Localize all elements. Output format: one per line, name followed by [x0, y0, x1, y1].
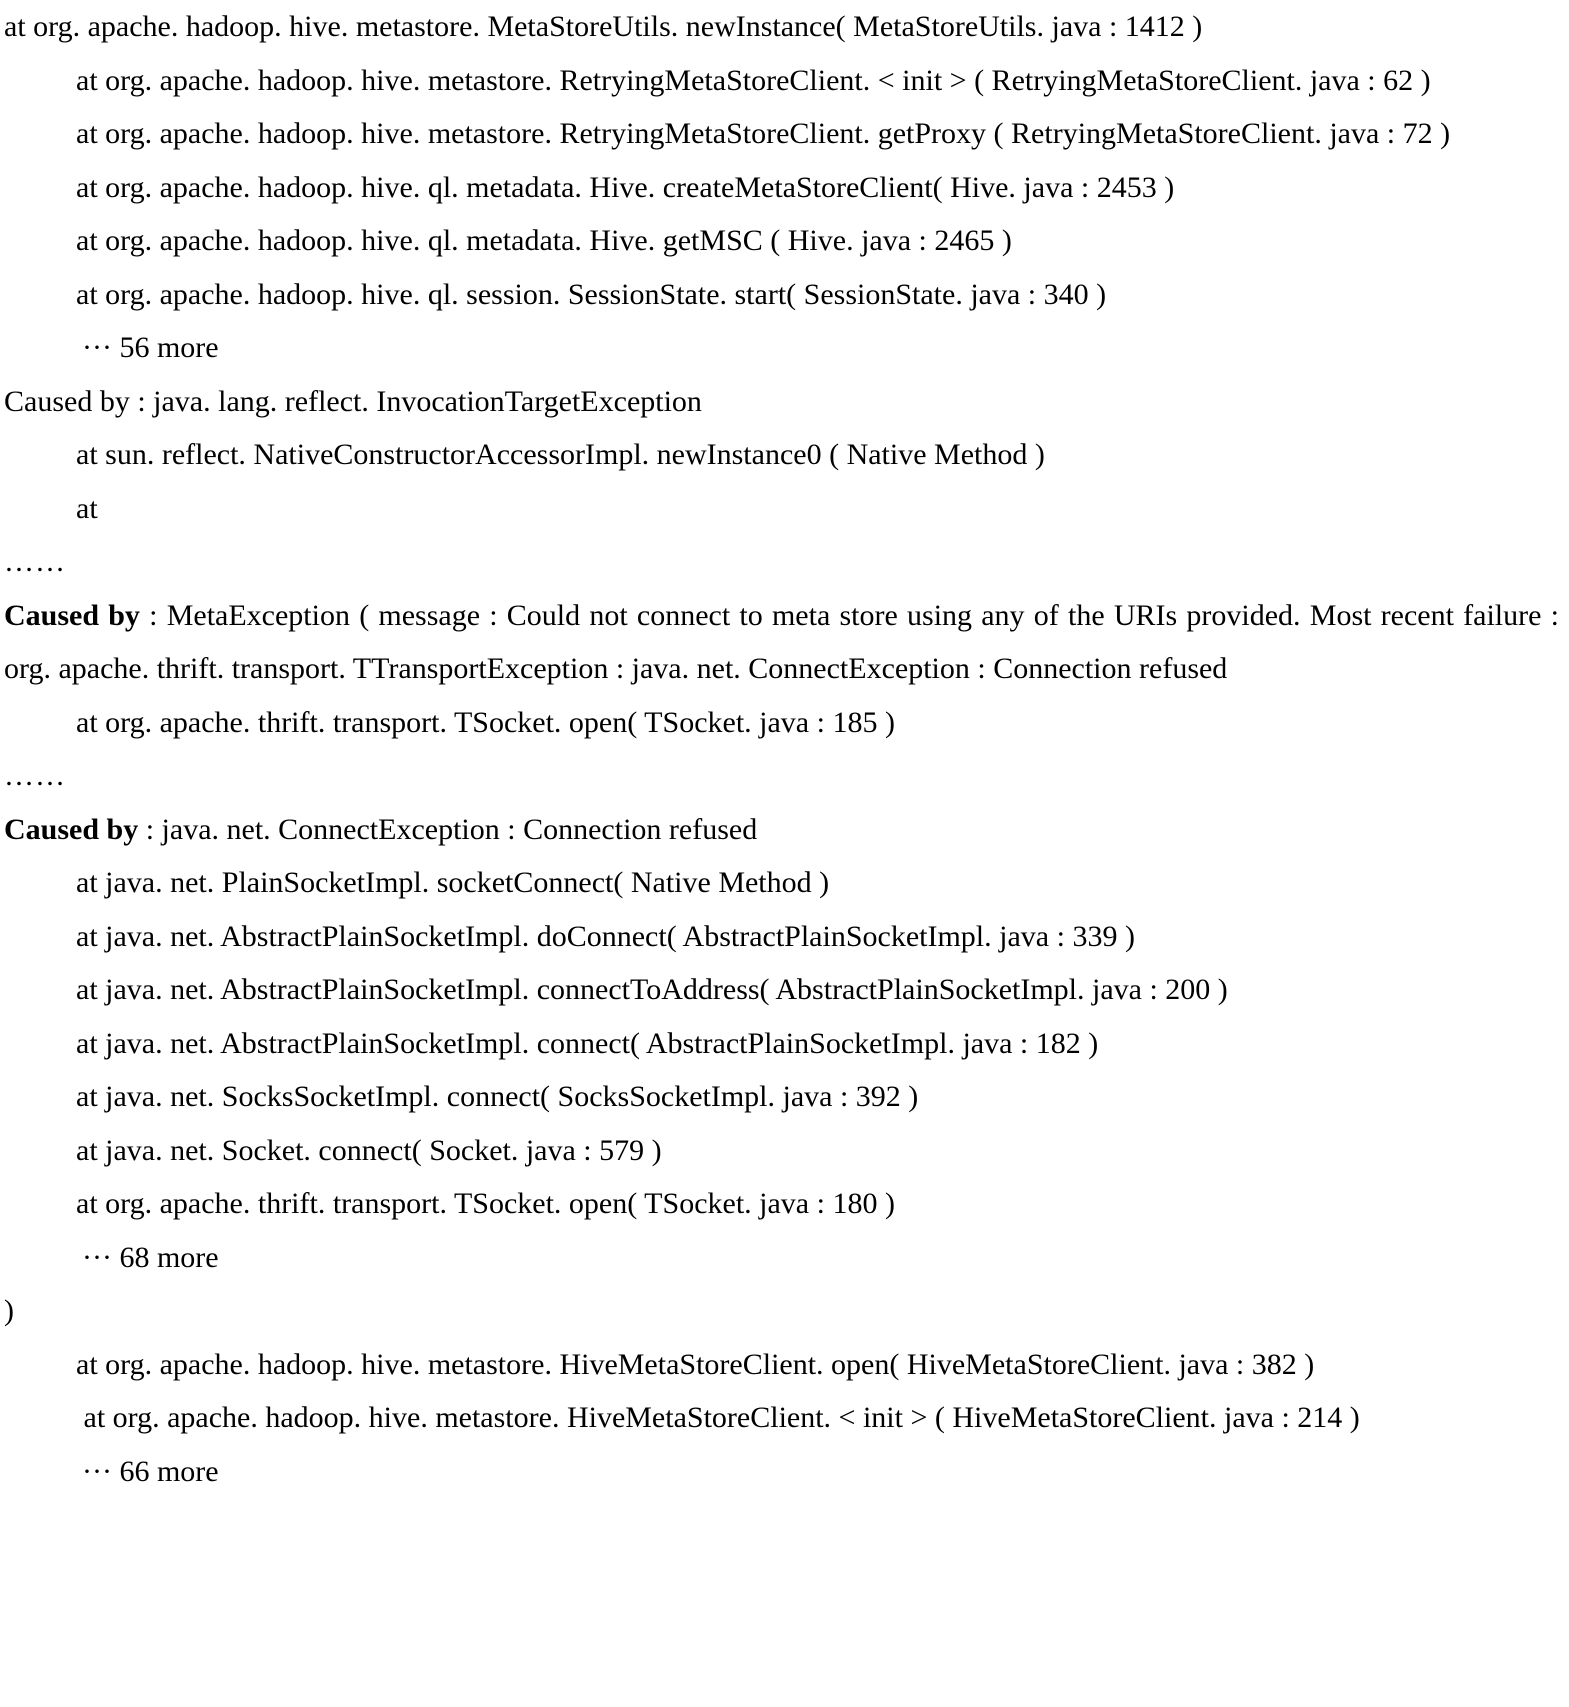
caused-by-line	[4, 803, 1559, 857]
trace-line: at org. apache. hadoop. hive. ql. session. SessionState. start( SessionState. java : 340 )	[76, 277, 1107, 311]
caused-by-label: Caused by	[4, 598, 140, 632]
caused-by-detail: : java. net. ConnectException : Connection refused	[138, 812, 758, 846]
caused-by-line	[4, 589, 1567, 696]
trace-line: at java. net. AbstractPlainSocketImpl. connectToAddress( AbstractPlainSocketImpl. java : 200 )	[76, 973, 1228, 1006]
caused-by-line: Caused by : java. lang. reflect. InvocationTargetException	[4, 384, 702, 418]
caused-by-label: Caused by	[4, 812, 139, 846]
trace-line: at org. apache. hadoop. hive. metastore. RetryingMetaStoreClient. < init > ( RetryingMetaStoreClient. java : 62 )	[76, 63, 1431, 97]
trace-line: at org. apache. hadoop. hive. metastore. MetaStoreUtils. newInstance( MetaStoreUtils. java : 1412 )	[4, 10, 1203, 43]
stack-trace-block	[4, 0, 1567, 1498]
trace-line: at java. net. SocksSocketImpl. connect( SocksSocketImpl. java : 392 )	[76, 1080, 919, 1113]
caused-by-detail: : MetaException ( message : Could not connect to meta store using any of the URIs provided. Most recent failure : org. apache. thrift. transport. TTransportException : java. net. ConnectException : Connection refused	[4, 598, 1567, 685]
trace-line-more: ··· 66 more	[82, 1454, 219, 1488]
trace-line: at	[76, 491, 98, 525]
trace-line: at java. net. Socket. connect( Socket. java : 579 )	[76, 1133, 662, 1167]
trace-line: at org. apache. thrift. transport. TSocket. open( TSocket. java : 185 )	[76, 705, 895, 739]
trace-line: at java. net. PlainSocketImpl. socketConnect( Native Method )	[76, 866, 830, 899]
trace-line: at org. apache. hadoop. hive. ql. metadata. Hive. createMetaStoreClient( Hive. java : 2453 )	[76, 170, 1175, 204]
closing-paren: )	[4, 1294, 14, 1327]
trace-line: at org. apache. hadoop. hive. ql. metadata. Hive. getMSC ( Hive. java : 2465 )	[76, 224, 1012, 257]
trace-line: at java. net. AbstractPlainSocketImpl. doConnect( AbstractPlainSocketImpl. java : 339 )	[76, 919, 1135, 953]
truncation-ellipsis: ……	[4, 759, 66, 792]
trace-line: at org. apache. hadoop. hive. metastore. HiveMetaStoreClient. open( HiveMetaStoreClient. java : 382 )	[76, 1347, 1315, 1381]
truncation-ellipsis: ……	[4, 545, 66, 578]
trace-line: at java. net. AbstractPlainSocketImpl. connect( AbstractPlainSocketImpl. java : 182 )	[76, 1026, 1099, 1060]
trace-line-more: ··· 68 more	[82, 1240, 219, 1274]
trace-line: at org. apache. hadoop. hive. metastore. RetryingMetaStoreClient. getProxy ( RetryingMetaStoreClient. java : 72 )	[76, 117, 1451, 150]
trace-line: at sun. reflect. NativeConstructorAccessorImpl. newInstance0 ( Native Method )	[76, 438, 1045, 471]
trace-line: at org. apache. hadoop. hive. metastore. HiveMetaStoreClient. < init > ( HiveMetaStoreClient. java : 214 )	[76, 1401, 1360, 1434]
trace-line: at org. apache. thrift. transport. TSocket. open( TSocket. java : 180 )	[76, 1187, 895, 1220]
trace-line-more: ··· 56 more	[82, 331, 219, 364]
